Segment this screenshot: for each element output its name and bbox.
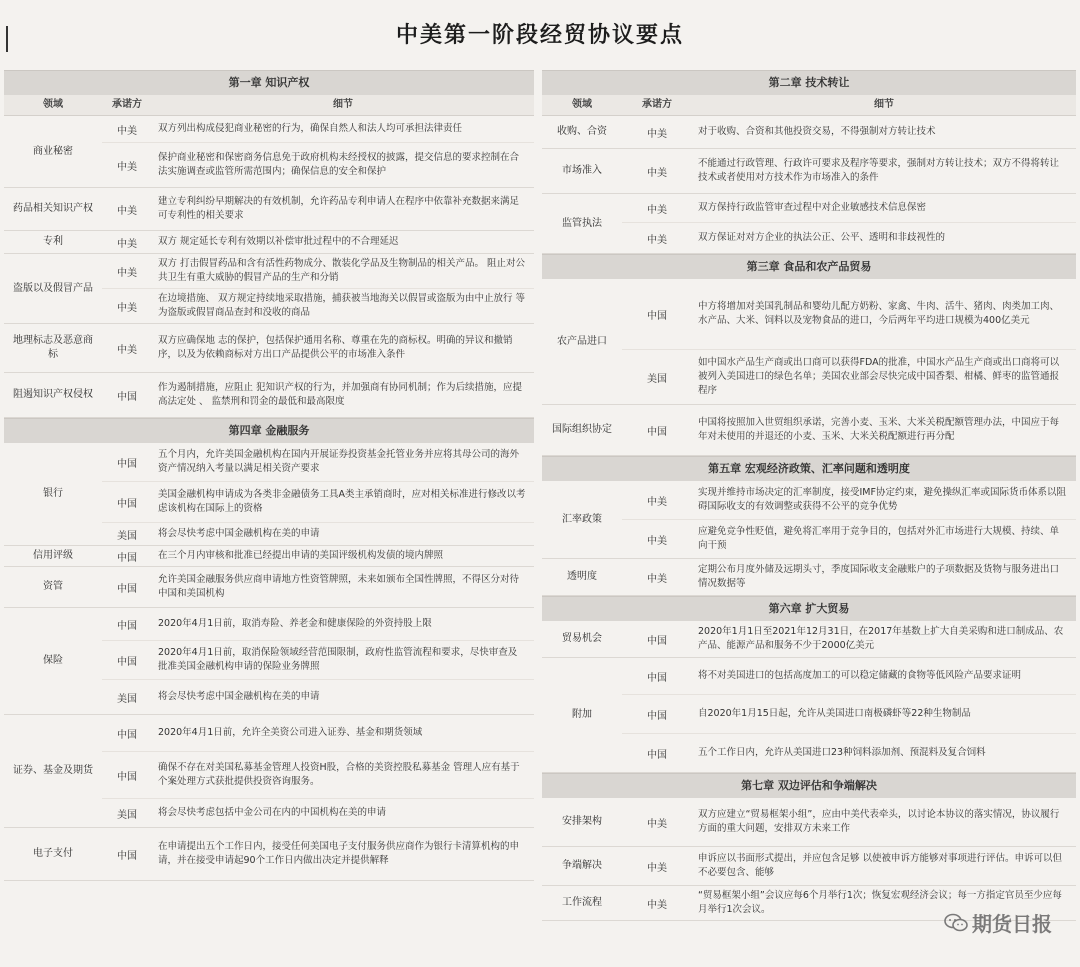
detail-cell: 五个工作日内，允许从美国进口23种饲料添加剂、预混料及复合饲料 xyxy=(698,747,986,758)
detail-cell: 将会尽快考虑中国金融机构在美的申请 xyxy=(158,528,320,539)
table-row xyxy=(622,559,1076,595)
detail-cell: 2020年1月1日至2021年12月31日，在2017年基数上扩大自美采购和进口制成品、农产品、能源产品和服务不少于2000亿美元 xyxy=(698,626,1064,651)
chapter-title: 第七章 双边评估和争端解决 xyxy=(542,773,1076,798)
area-cell: 商业秘密 xyxy=(33,145,73,157)
area-cell: 保险 xyxy=(43,655,63,666)
detail-cell: 在边境措施、 双方规定持续地采取措施，捕获被当地海关以假冒或盗版为由中止放行 等为盗版或假冒商品查封和没收的商品 xyxy=(158,293,526,318)
table-group xyxy=(542,658,1076,773)
area-cell: 安排架构 xyxy=(562,816,602,827)
group-rows xyxy=(102,231,534,253)
party-cell: 中国 xyxy=(117,552,137,564)
table-row xyxy=(622,223,1076,253)
detail-cell: 定期公布月度外储及远期头寸，季度国际收支金融账户的子项数据及货物与服务进出口情况数据等 xyxy=(698,564,1060,589)
party-cell: 中国 xyxy=(117,583,137,595)
watermark xyxy=(944,908,1052,937)
group-rows xyxy=(622,405,1076,455)
table-group xyxy=(4,828,534,881)
party-cell: 中国 xyxy=(117,656,137,668)
header-area: 领域 xyxy=(43,99,63,110)
chapter-title: 第五章 宏观经济政策、汇率问题和透明度 xyxy=(542,456,1076,481)
table-row xyxy=(102,641,534,680)
table-group xyxy=(542,149,1076,194)
table-row xyxy=(102,443,534,482)
detail-cell: 双方应确保地 志的保护，包括保护通用名称、尊重在先的商标权。明确的异议和撤销 序，以及为依赖商标对方出口产品提供公平的市场准入条件 xyxy=(158,335,513,360)
group-rows xyxy=(622,194,1076,253)
area-cell: 盗版以及假冒产品 xyxy=(13,282,93,294)
area-cell: 监管执法 xyxy=(562,217,602,229)
table-row xyxy=(102,324,534,372)
left-column xyxy=(4,70,534,881)
area-cell: 证券、基金及期货 xyxy=(13,765,93,776)
table-row xyxy=(622,520,1076,558)
party-cell: 中国 xyxy=(117,391,137,403)
wechat-icon xyxy=(944,913,968,933)
party-cell: 中美 xyxy=(117,125,137,137)
table-row xyxy=(102,523,534,545)
header-area: 领域 xyxy=(572,99,592,110)
detail-cell: “贸易框架小组”会议应每6个月举行1次；恢复宏观经济会议；每一方指定官员至少应每月举行1次会议。 xyxy=(698,890,1062,915)
party-cell: 中美 xyxy=(647,204,667,216)
detail-cell: 2020年4月1日前，取消寿险、养老金和健康保险的外资持股上限 xyxy=(158,618,432,629)
group-rows xyxy=(102,254,534,323)
table-row xyxy=(622,658,1076,695)
detail-cell: 将不对美国进口的包括高度加工的可以稳定储藏的食物等低风险产品要求证明 xyxy=(698,670,1022,681)
chapter-title: 第二章 技术转让 xyxy=(542,70,1076,95)
table-row xyxy=(622,116,1076,148)
table-group xyxy=(542,194,1076,254)
table-group xyxy=(542,279,1076,405)
group-rows xyxy=(102,546,534,566)
detail-cell: 应避免竞争性贬值，避免将汇率用于竞争目的，包括对外汇市场进行大规模、持续、单向干预 xyxy=(698,526,1060,551)
chapter-title: 第一章 知识产权 xyxy=(4,70,534,95)
group-rows xyxy=(622,116,1076,148)
party-cell: 中美 xyxy=(117,205,137,217)
party-cell: 中美 xyxy=(647,862,667,874)
table-group xyxy=(542,621,1076,658)
party-cell: 中美 xyxy=(117,238,137,250)
area-cell: 国际组织协定 xyxy=(552,424,612,435)
area-cell: 药品相关知识产权 xyxy=(13,203,93,214)
area-cell: 阻遏知识产权侵权 xyxy=(13,389,93,400)
table-group xyxy=(542,405,1076,456)
group-rows xyxy=(622,481,1076,558)
group-rows xyxy=(102,715,534,827)
table-row xyxy=(622,350,1076,404)
chapter-title: 第三章 食品和农产品贸易 xyxy=(542,254,1076,279)
party-cell: 中国 xyxy=(117,850,137,862)
detail-cell: 在申请提出五个工作日内，接受任何美国电子支付服务供应商作为银行卡清算机构的申请，并在接受申请起90个工作日内做出决定并提供解释 xyxy=(158,841,520,866)
group-rows xyxy=(102,567,534,607)
party-cell: 中国 xyxy=(647,710,667,722)
detail-cell: 在三个月内审核和批准已经提出申请的美国评级机构发债的境内牌照 xyxy=(158,550,444,561)
group-rows xyxy=(102,188,534,230)
table-row xyxy=(102,680,534,714)
detail-cell: 建立专利纠纷早期解决的有效机制，允许药品专利申请人在程序中依靠补充数据来满足可专利性的相关要求 xyxy=(158,196,520,221)
table-row xyxy=(102,254,534,289)
detail-cell: 双方 规定延长专利有效期以补偿审批过程中的不合理延迟 xyxy=(158,236,399,247)
area-cell: 资管 xyxy=(43,581,63,592)
detail-cell: 允许美国金融服务供应商申请地方性资管牌照，未来如颁布全国性牌照，不得区分对待中国和美国机构 xyxy=(158,574,520,599)
group-rows xyxy=(102,324,534,372)
chapter-title: 第六章 扩大贸易 xyxy=(542,596,1076,621)
party-cell: 中美 xyxy=(647,234,667,246)
area-cell: 银行 xyxy=(43,488,63,499)
detail-cell: 双方 打击假冒药品和含有活性药物成分、散装化学品及生物制品的相关产品。 阻止对公共卫生有重大威胁的假冒产品的生产和分销 xyxy=(158,258,526,283)
table-row xyxy=(622,194,1076,223)
party-cell: 美国 xyxy=(117,809,137,821)
detail-cell: 对于收购、合资和其他投资交易，不得强制对方转让技术 xyxy=(698,126,936,137)
table-group xyxy=(542,798,1076,847)
area-cell: 汇率政策 xyxy=(562,513,602,525)
table-group xyxy=(542,481,1076,559)
area-cell: 电子支付 xyxy=(33,848,73,859)
group-rows xyxy=(622,658,1076,772)
detail-cell: 美国金融机构申请成为各类非金融债务工具A类主承销商时，应对相关标准进行修改以考虑该机构在国际上的资格 xyxy=(158,489,526,514)
watermark-text: 期货日报 xyxy=(972,912,1052,936)
detail-cell: 作为遏制措施，应阻止 犯知识产权的行为，并加强商有协同机制；作为后续措施，应提高法定处 、 监禁刑和罚金的最低和最高限度 xyxy=(158,382,523,407)
group-rows xyxy=(622,621,1076,657)
party-cell: 中美 xyxy=(647,128,667,140)
table-group xyxy=(4,324,534,373)
area-cell: 地理标志及恶意商标 xyxy=(13,335,93,360)
detail-cell: 双方保持行政监管审查过程中对企业敏感技术信息保密 xyxy=(698,202,927,213)
table-header xyxy=(4,95,534,116)
table-row xyxy=(102,799,534,827)
detail-cell: 保护商业秘密和保密商务信息免于政府机构未经授权的披露，提交信息的要求控制在合法实施调查或监管所需范围内；确保信息的安全和保护 xyxy=(158,152,520,177)
party-cell: 中美 xyxy=(647,167,667,179)
party-cell: 中美 xyxy=(117,161,137,173)
area-cell: 争端解决 xyxy=(562,860,602,871)
table-row xyxy=(102,116,534,143)
detail-cell: 将会尽快考虑中国金融机构在美的申请 xyxy=(158,691,320,702)
right-column xyxy=(542,70,1076,921)
party-cell: 中国 xyxy=(117,729,137,741)
detail-cell: 确保不存在对美国私募基金管理人投资H股，合格的美资控股私募基金 管理人应有基于个案处理方式获批提供投资咨询服务。 xyxy=(158,762,520,787)
party-cell: 中国 xyxy=(647,635,667,647)
table-group xyxy=(542,847,1076,886)
table-row xyxy=(102,546,534,566)
party-cell: 美国 xyxy=(117,693,137,705)
header-detail: 细节 xyxy=(333,99,353,110)
party-cell: 中美 xyxy=(647,899,667,911)
detail-cell: 如中国水产品生产商或出口商可以获得FDA的批准，中国水产品生产商或出口商将可以被列入美国进口的绿色名单；美国农业部会尽快完成中国香梨、柑橘、鲜枣的监管通报程序 xyxy=(698,357,1060,396)
table-row xyxy=(622,481,1076,520)
header-party: 承诺方 xyxy=(112,99,142,110)
table-row xyxy=(102,608,534,641)
party-cell: 中国 xyxy=(117,458,137,470)
area-cell: 农产品进口 xyxy=(557,335,607,347)
table-row xyxy=(622,621,1076,657)
table-row xyxy=(622,847,1076,885)
area-cell: 市场准入 xyxy=(562,165,602,176)
table-group xyxy=(4,373,534,418)
table-row xyxy=(102,752,534,799)
area-cell: 收购、合资 xyxy=(557,126,607,137)
page-title: 中美第一阶段经贸协议要点 xyxy=(395,22,684,48)
detail-cell: 双方列出构成侵犯商业秘密的行为，确保自然人和法人均可承担法律责任 xyxy=(158,123,463,134)
detail-cell: 将会尽快考虑包括中金公司在内的中国机构在美的申请 xyxy=(158,807,387,818)
area-cell: 贸易机会 xyxy=(562,633,602,644)
detail-cell: 双方应建立“贸易框架小组”，应由中美代表牵头，以讨论本协议的落实情况，协议履行方面的重大问题，安排双方未来工作 xyxy=(698,809,1060,834)
table-row xyxy=(102,289,534,323)
table-group xyxy=(4,231,534,254)
party-cell: 中美 xyxy=(647,496,667,508)
party-cell: 美国 xyxy=(117,530,137,542)
group-rows xyxy=(622,559,1076,595)
detail-cell: 中方将增加对美国乳制品和婴幼儿配方奶粉、家禽、牛肉、活牛、猪肉、肉类加工肉、水产品、大米、饲料以及宠物食品的进口，今后两年平均进口规模为400亿美元 xyxy=(698,301,1060,326)
party-cell: 中国 xyxy=(647,310,667,322)
table-row xyxy=(622,279,1076,350)
table-row xyxy=(622,149,1076,193)
table-group xyxy=(4,567,534,608)
party-cell: 中美 xyxy=(117,267,137,279)
group-rows xyxy=(622,149,1076,193)
table-group xyxy=(542,559,1076,596)
table-group xyxy=(542,116,1076,149)
party-cell: 中国 xyxy=(117,620,137,632)
party-cell: 中国 xyxy=(647,749,667,761)
table-row xyxy=(622,695,1076,734)
group-rows xyxy=(102,116,534,187)
table-row xyxy=(102,715,534,752)
table-row xyxy=(622,798,1076,846)
party-cell: 中国 xyxy=(117,771,137,783)
party-cell: 中美 xyxy=(647,573,667,585)
table-row xyxy=(102,231,534,253)
table-row xyxy=(622,734,1076,772)
detail-cell: 2020年4月1日前，取消保险领域经营范围限制，政府性监管流程和要求，尽快审查及批准美国金融机构申请的保险业务牌照 xyxy=(158,647,518,672)
detail-cell: 2020年4月1日前，允许全美资公司进入证券、基金和期货领域 xyxy=(158,727,423,738)
table-group xyxy=(4,715,534,828)
header-party: 承诺方 xyxy=(642,99,672,110)
table-row xyxy=(102,143,534,187)
group-rows xyxy=(622,798,1076,846)
area-cell: 专利 xyxy=(43,236,63,247)
table-row xyxy=(622,405,1076,455)
group-rows xyxy=(102,608,534,714)
table-row xyxy=(102,188,534,230)
detail-cell: 不能通过行政管理、行政许可要求及程序等要求，强制对方转让技术；双方不得将转让技术或者使用对方技术作为市场准入的条件 xyxy=(698,158,1060,183)
table-group xyxy=(4,443,534,546)
detail-cell: 中国将按照加入世贸组织承诺，完善小麦、玉米、大米关税配额管理办法，中国应于每年对未使用的并退还的小麦、玉米、大米关税配额进行再分配 xyxy=(698,417,1060,442)
table-group xyxy=(4,546,534,567)
party-cell: 中美 xyxy=(647,535,667,547)
party-cell: 中美 xyxy=(647,818,667,830)
area-cell: 工作流程 xyxy=(562,897,602,908)
detail-cell: 申诉应以书面形式提出，并应包含足够 以使被申诉方能够对事项进行评估。申诉可以但不必要包含、能够 xyxy=(698,853,1063,878)
table-row xyxy=(102,828,534,880)
chapter-title: 第四章 金融服务 xyxy=(4,418,534,443)
area-cell: 透明度 xyxy=(567,571,597,582)
party-cell: 中美 xyxy=(117,302,137,314)
detail-cell: 五个月内，允许美国金融机构在国内开展证券投资基金托管业务并应将其母公司的海外资产情况纳入考量以满足相关资产要求 xyxy=(158,449,520,474)
table-group xyxy=(4,188,534,231)
table-row xyxy=(102,373,534,417)
party-cell: 美国 xyxy=(647,373,667,385)
group-rows xyxy=(622,847,1076,885)
table-group xyxy=(4,116,534,188)
group-rows xyxy=(102,373,534,417)
table-row xyxy=(102,567,534,607)
party-cell: 中国 xyxy=(647,426,667,438)
detail-cell: 实现并维持市场决定的汇率制度，接受IMF协定约束，避免操纵汇率或国际货币体系以阻碍国际收支的有效调整或获得不公平的竞争优势 xyxy=(698,487,1066,512)
group-rows xyxy=(102,828,534,880)
table-group xyxy=(4,608,534,715)
group-rows xyxy=(102,443,534,545)
table-group xyxy=(4,254,534,324)
party-cell: 中国 xyxy=(647,672,667,684)
group-rows xyxy=(622,279,1076,404)
detail-cell: 双方保证对对方企业的执法公正、公平、透明和非歧视性的 xyxy=(698,232,946,243)
party-cell: 中国 xyxy=(117,498,137,510)
header-detail: 细节 xyxy=(874,99,894,110)
table-row xyxy=(102,482,534,523)
party-cell: 中美 xyxy=(117,344,137,356)
detail-cell: 自2020年1月15日起，允许从美国进口南极磷虾等22种生物制品 xyxy=(698,708,971,719)
table-header xyxy=(542,95,1076,116)
area-cell: 附加 xyxy=(572,709,592,720)
area-cell: 信用评级 xyxy=(33,550,73,561)
